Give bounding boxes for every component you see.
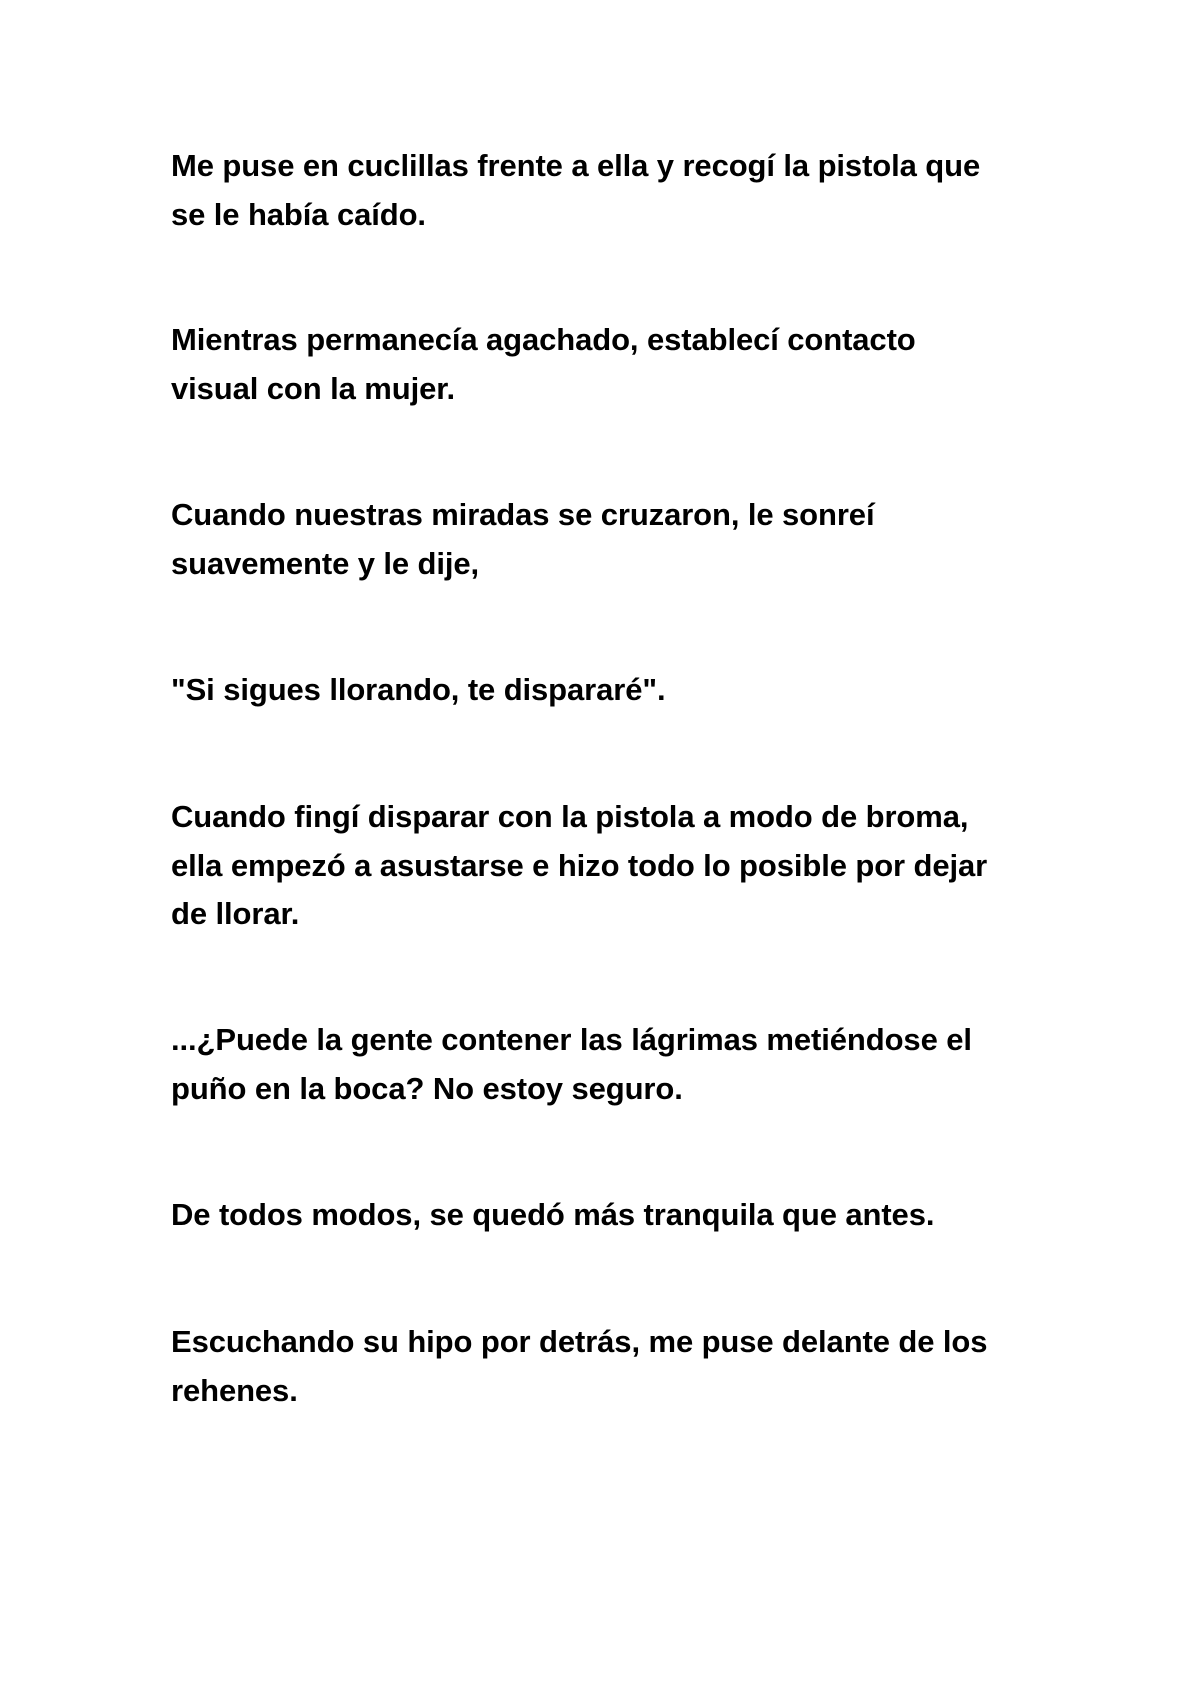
text-line: visual con la mujer. [171, 370, 456, 406]
text-line: Cuando nuestras miradas se cruzaron, le sonreí [171, 497, 875, 532]
text-line: puño en la boca? No estoy seguro. [171, 1070, 683, 1106]
text-line: ...¿Puede la gente contener las lágrimas metiéndose el [171, 1022, 972, 1057]
text-line: Mientras permanecía agachado, establecí contacto [171, 322, 916, 357]
text-line: Cuando fingí disparar con la pistola a modo de broma, [171, 799, 969, 834]
paragraph [171, 666, 1031, 715]
paragraph [171, 142, 1031, 239]
text-line: suavemente y le dije, [171, 545, 480, 581]
paragraph [171, 793, 1031, 939]
paragraph [171, 491, 1031, 588]
text-line: se le había caído. [171, 196, 426, 232]
text-line: De todos modos, se quedó más tranquila que antes. [171, 1197, 935, 1232]
text-line: Me puse en cuclillas frente a ella y recogí la pistola que [171, 148, 981, 183]
paragraph [171, 1191, 1031, 1240]
text-line: "Si sigues llorando, te dispararé". [171, 672, 666, 707]
paragraph [171, 316, 1031, 413]
paragraph [171, 1016, 1031, 1113]
text-line: ella empezó a asustarse e hizo todo lo posible por dejar [171, 847, 988, 883]
text-line: rehenes. [171, 1372, 298, 1408]
text-line: de llorar. [171, 896, 300, 931]
text-line: Escuchando su hipo por detrás, me puse delante de los [171, 1324, 988, 1359]
paragraph [171, 1318, 1031, 1415]
